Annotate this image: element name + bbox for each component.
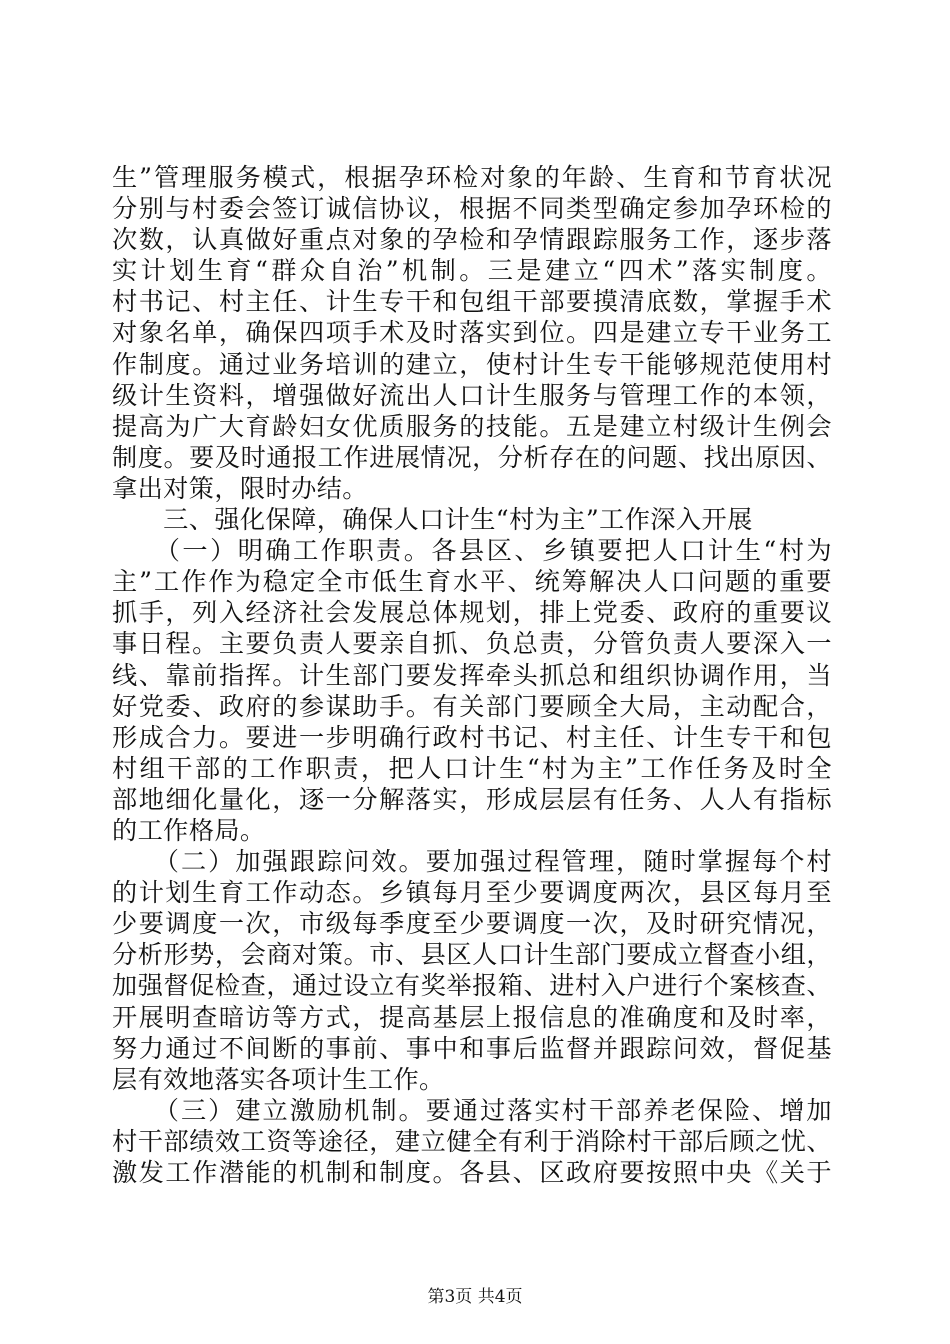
text-line: 线、靠前指挥。计生部门要发挥牵头抓总和组织协调作用，当 (112, 660, 832, 690)
text-line: 村书记、村主任、计生专干和包组干部要摸清底数，掌握手术 (112, 287, 832, 317)
text-line: 激发工作潜能的机制和制度。各县、区政府要按照中央《关于 (112, 1158, 832, 1187)
text-line: 作制度。通过业务培训的建立，使村计生专干能够规范使用村 (112, 349, 832, 379)
text-line: （二）加强跟踪问效。要加强过程管理，随时掌握每个村 (112, 847, 832, 877)
text-line: 开展明查暗访等方式，提高基层上报信息的准确度和及时率， (112, 1002, 832, 1032)
text-line: （三）建立激励机制。要通过落实村干部养老保险、增加 (112, 1095, 832, 1125)
text-line: （一）明确工作职责。各县区、乡镇要把人口计生“村为 (112, 536, 832, 566)
text-line: 拿出对策，限时办结。 (112, 473, 368, 503)
text-line: 实计划生育“群众自治”机制。三是建立“四术”落实制度。 (112, 256, 832, 286)
text-line: 制度。要及时通报工作进展情况，分析存在的问题、找出原因、 (112, 442, 832, 472)
text-line: 对象名单，确保四项手术及时落实到位。四是建立专干业务工 (112, 318, 832, 348)
text-line: 主”工作作为稳定全市低生育水平、统筹解决人口问题的重要 (112, 567, 832, 597)
text-line: 次数，认真做好重点对象的孕检和孕情跟踪服务工作，逐步落 (112, 225, 832, 255)
text-line: 分析形势，会商对策。市、县区人口计生部门要成立督查小组， (112, 940, 832, 970)
text-line: 好党委、政府的参谋助手。有关部门要顾全大局，主动配合， (112, 691, 832, 721)
text-line: 少要调度一次，市级每季度至少要调度一次，及时研究情况， (112, 909, 832, 939)
text-line: 级计生资料，增强做好流出人口计生服务与管理工作的本领， (112, 380, 832, 410)
text-line: 提高为广大育龄妇女优质服务的技能。五是建立村级计生例会 (112, 411, 832, 441)
section-heading: 三、强化保障，确保人口计生“村为主”工作深入开展 (112, 505, 753, 535)
text-line: 努力通过不间断的事前、事中和事后监督并跟踪问效，督促基 (112, 1033, 832, 1063)
text-line: 村干部绩效工资等途径，建立健全有利于消除村干部后顾之忧、 (112, 1126, 832, 1156)
document-body (112, 162, 832, 1188)
text-line: 村组干部的工作职责，把人口计生“村为主”工作任务及时全 (112, 753, 832, 783)
text-line: 加强督促检查，通过设立有奖举报箱、进村入户进行个案核查、 (112, 971, 832, 1001)
page-number-footer: 第3页 共4页 (427, 1287, 523, 1307)
text-line: 生”管理服务模式，根据孕环检对象的年龄、生育和节育状况 (112, 163, 832, 192)
text-line: 分别与村委会签订诚信协议，根据不同类型确定参加孕环检的 (112, 194, 832, 224)
text-line: 事日程。主要负责人要亲自抓、负总责，分管负责人要深入一 (112, 629, 832, 659)
text-line: 的计划生育工作动态。乡镇每月至少要调度两次，县区每月至 (112, 878, 832, 908)
text-line: 部地细化量化，逐一分解落实，形成层层有任务、人人有指标 (112, 784, 832, 814)
text-line: 抓手，列入经济社会发展总体规划，排上党委、政府的重要议 (112, 598, 832, 628)
text-line: 的工作格局。 (112, 815, 266, 845)
text-line: 层有效地落实各项计生工作。 (112, 1064, 445, 1094)
text-line: 形成合力。要进一步明确行政村书记、村主任、计生专干和包 (112, 722, 832, 752)
